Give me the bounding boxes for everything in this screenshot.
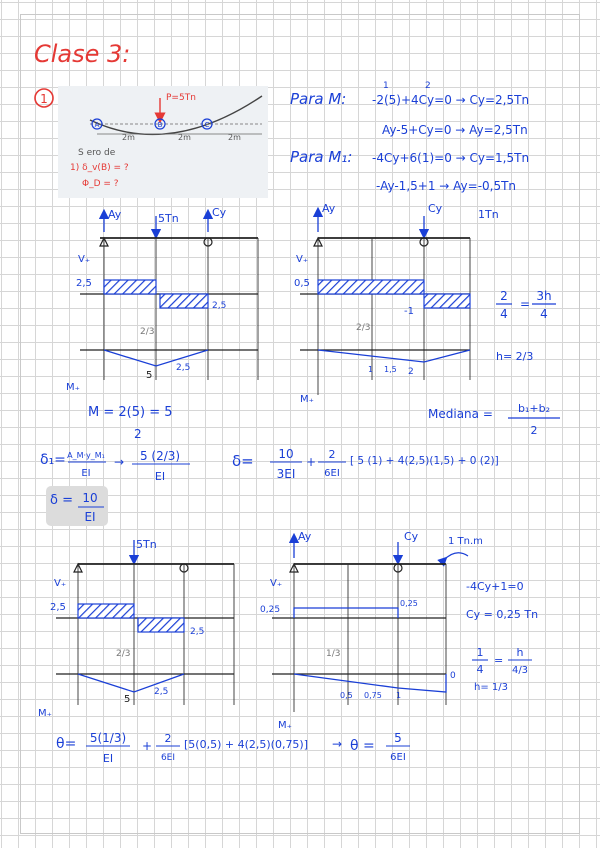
d2-shear-neg [424,294,470,308]
node-b-label: B [157,121,163,129]
d4-m-b: 0,75 [364,691,382,700]
diagram-4 [260,530,483,731]
delta2-d1: 3EI [276,467,296,481]
result-lhs: δ = [50,493,73,508]
result-num: 10 [82,491,98,505]
d1-shear-neg [160,294,208,308]
d1-shear-pos [104,280,156,294]
d1-ay-label: Ay [108,208,122,221]
delta1-den: EI [81,468,91,479]
ratio1-h: h= 2/3 [496,350,534,363]
span2-label: 2m [178,133,191,142]
d1-slope: 2/3 [140,327,155,337]
question-deflection: 1) δ_v(B) = ? [70,163,129,173]
delta1-lhs: δ₁= [40,452,66,468]
theta-plus: + [142,739,153,753]
node-a-label: A [94,121,100,129]
theta-rhs: θ = [350,738,375,754]
mediana-num: b₁+b₂ [517,402,551,415]
d4-m-a: 0,5 [340,691,353,700]
theta-bracket: [5(0,5) + 4(2,5)(0,75)] [184,738,309,751]
equation-2: Ay-5+Cy=0 → Ay=2,5Tn [382,123,528,137]
d1-v-right: 2,5 [212,301,227,311]
result-den: EI [84,510,96,524]
d3-v-label: V₊ [54,578,67,589]
d3-m-val: 5 [124,694,131,705]
span3-label: 2m [228,133,241,142]
delta2-plus: + [306,455,317,469]
d4-moment-line [294,674,446,692]
d4-v-label: V₊ [270,578,283,589]
theta-rd: 6EI [390,752,406,763]
delta2-d2: 6EI [324,468,340,479]
d2-moment-label: 1Tn [478,208,499,221]
span1-label: 2m [122,133,135,142]
ratio-group-2 [466,580,538,693]
photo-caption: S ero de [78,148,116,158]
d2-m-c: 2 [408,367,414,377]
d4-m-c: 1 [396,691,402,700]
delta1-rnum: 5 (2/3) [139,449,181,463]
d3-shear-neg [138,618,184,632]
m-equation-den: 2 [134,427,142,441]
d2-m-label: M₊ [300,394,314,405]
d4-moment-label: 1 Tn.m [448,536,483,547]
formulas-2 [56,731,410,765]
d4-v-right: 0,25 [400,599,418,608]
problem-number: 1 [40,92,48,106]
d1-cy-label: Cy [212,206,227,219]
delta2-lhs: δ= [232,452,254,470]
problem-photo [58,86,268,198]
d2-m-b: 1,5 [384,365,397,374]
theta-n2: 2 [164,732,172,745]
d2-ay-label: Ay [322,202,336,215]
side2-eq: = [494,654,504,667]
d4-shear-line [294,608,398,618]
side2-eq2: Cy = 0,25 Tn [466,608,539,621]
d3-m-val2: 2,5 [154,687,169,697]
ratio1-l-den: 4 [500,307,508,321]
theta-d2: 6EI [160,753,176,763]
ratio1-l-num: 2 [500,289,508,303]
d2-m-a: 1 [368,365,374,374]
d4-m-label: M₊ [278,720,292,731]
delta1-rden: EI [154,470,166,483]
d3-load-label: 5Tn [136,538,157,551]
question-rotation: Φ_D = ? [82,179,119,189]
ratio1-eq: = [520,297,531,311]
d4-m-end: 0 [450,671,456,681]
d4-slope: 1/3 [326,649,341,659]
d2-cy-label: Cy [428,202,443,215]
d3-v-left: 2,5 [50,602,66,613]
equation-3: -4Cy+6(1)=0 → Cy=1,5Tn [372,151,530,165]
formulas-1 [40,402,560,526]
delta1-arrow: → [114,455,125,469]
d2-slope: 2/3 [356,323,371,333]
ratio1-r-den: 4 [540,307,548,321]
mediana-den: 2 [530,424,538,437]
theta-n1: 5(1/3) [89,731,127,745]
photo-load-label: P=5Tn [166,93,196,103]
d4-cy-label: Cy [404,530,419,543]
d3-shear-pos [78,604,134,618]
eq1-small-b: 2 [425,81,431,91]
side2-h: h= 1/3 [474,682,508,693]
side2-frac-l-num: 1 [476,646,484,659]
diagram-3 [38,538,234,719]
d3-m-label: M₊ [38,708,52,719]
equation-4: -Ay-1,5+1 → Ay=-0,5Tn [376,179,517,193]
d3-v-right: 2,5 [190,627,205,637]
d2-moment-line [318,350,470,362]
para-m1-label: Para M₁: [290,148,353,166]
theta-lhs: θ= [56,736,77,752]
m-equation: M = 2(5) = 5 [88,405,173,420]
d1-v-left: 2,5 [76,278,92,289]
d1-m-label: M₊ [66,382,80,393]
diagram-1 [66,206,258,393]
d2-shear-pos [318,280,424,294]
side2-frac-l-den: 4 [476,663,484,676]
d1-v-label: V₊ [78,254,91,265]
delta2-n2: 2 [328,448,336,461]
d1-load-label: 5Tn [158,212,179,225]
side2-eq1: -4Cy+1=0 [466,580,524,593]
eq1-small-a: 1 [383,81,389,91]
side2-frac-r-den: 4/3 [511,665,529,676]
delta2-bracket: [ 5 (1) + 4(2,5)(1,5) + 0 (2)] [350,455,499,467]
d2-v-right: -1 [404,306,414,317]
mediana-label: Mediana = [428,407,493,421]
d4-moment-arrow [444,553,468,560]
side2-frac-r-num: h [516,646,524,659]
para-m-label: Para M: [290,90,347,108]
delta2-n1: 10 [278,447,294,461]
ratio-group-1 [496,289,556,363]
d4-v-left: 0,25 [260,605,281,615]
d2-v-left: 0,5 [294,278,310,289]
equation-1: -2(5)+4Cy=0 → Cy=2,5Tn [372,93,530,107]
d4-ay-label: Ay [298,530,312,543]
node-c-label: C [204,121,210,129]
theta-arrow: → [332,737,343,751]
theta-rn: 5 [394,731,402,745]
diagram-2 [294,202,499,405]
theta-d1: EI [102,752,114,765]
d1-m-val: 5 [146,370,153,381]
page-title: Clase 3: [34,40,131,68]
d1-m-val2: 2,5 [176,363,191,373]
delta1-num: A_M·y_M₁ [67,451,105,460]
d3-slope: 2/3 [116,649,131,659]
d2-v-label: V₊ [296,254,309,265]
ratio1-r-num: 3h [536,289,552,303]
